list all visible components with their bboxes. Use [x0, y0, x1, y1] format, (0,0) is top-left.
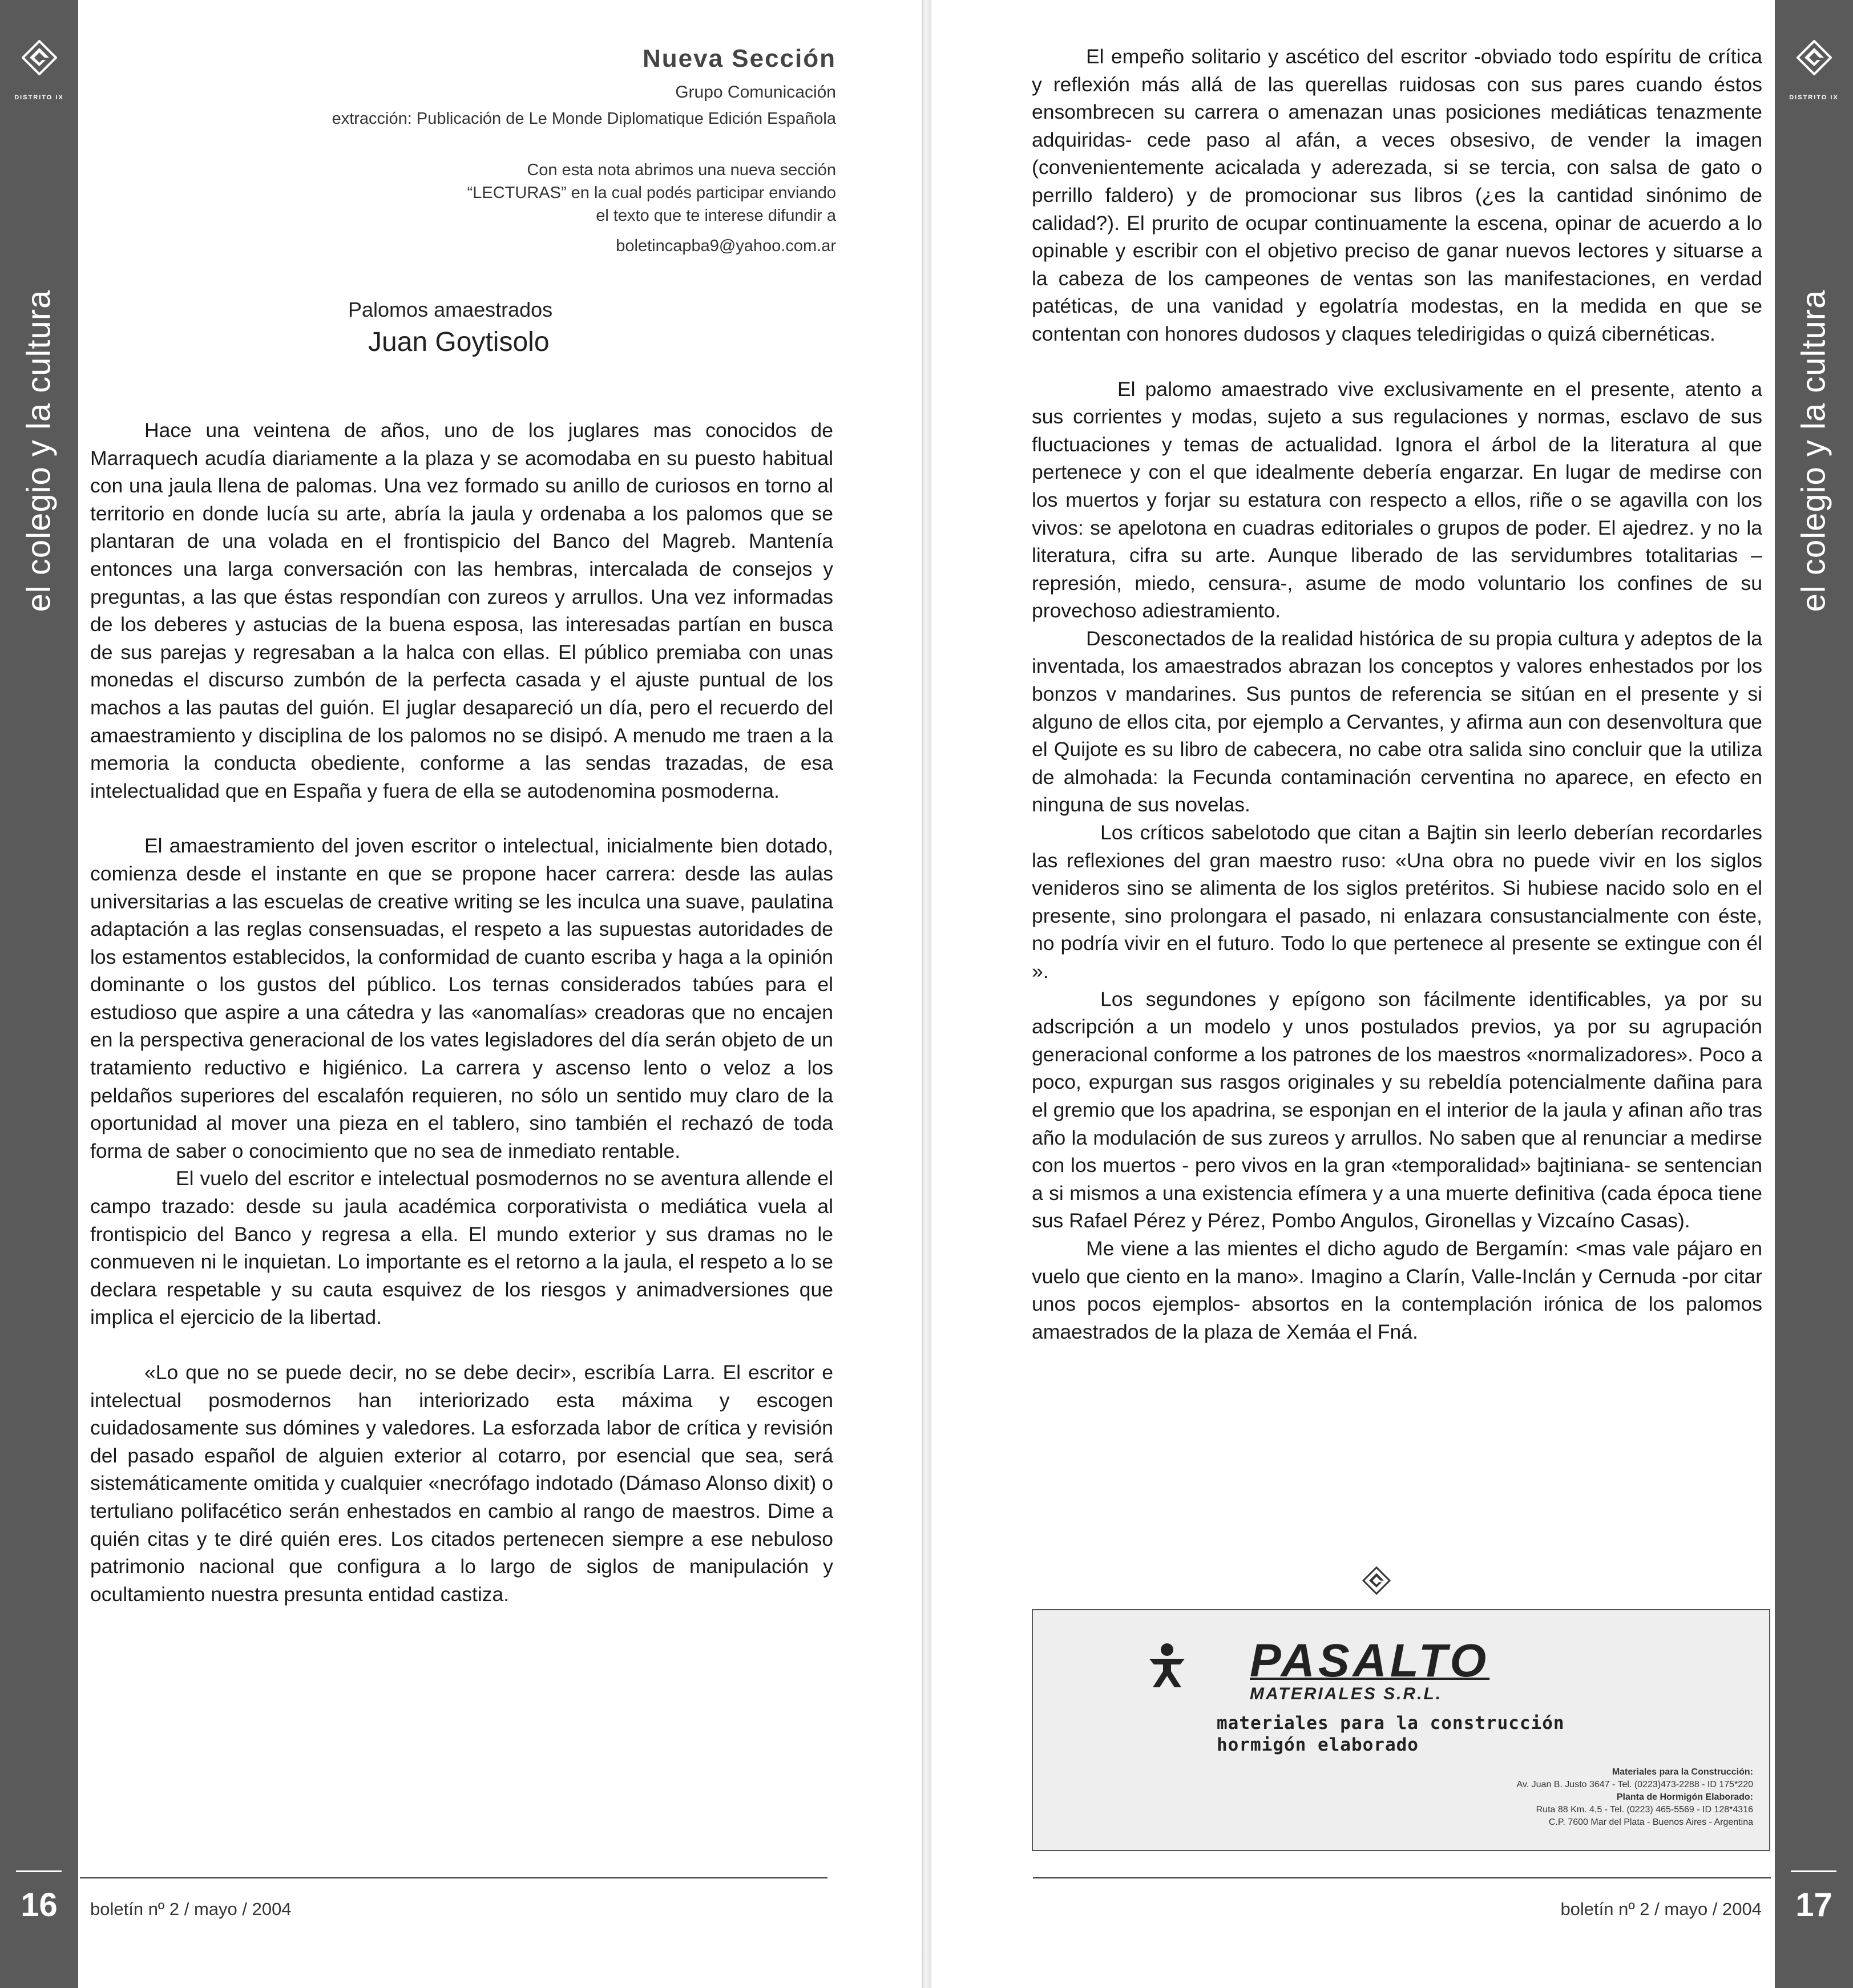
ad-detail: Materiales para la Construcción: — [1612, 1767, 1753, 1777]
distrito-logo-icon — [22, 40, 57, 75]
ad-detail: Planta de Hormigón Elaborado: — [1616, 1792, 1753, 1802]
distrito-logo-icon — [1797, 40, 1832, 75]
article-paragraph: El amaestramiento del joven escritor o intelectual, inicialmente bien dotado, comienza desde el instante en que se propone hacer carrera: desde las aulas universitarias a las escuelas de creative writing se les inculca una suave, paulatina adaptación a las reglas consensuadas, el respeto a las supuestas autoridades de los estamentos establecidos, la conformidad de cuanto escriba y haga a la opinión dominante o los gustos del público. Los ternas considerados tabúes para el estudioso que aspire a una cátedra y las «anomalías» creadoras que no encajen en la perspectiva generacional de los vates legisladores del día serán objeto de un tratamiento reductivo e higiénico. La carrera y ascenso lento o veloz a los peldaños superiores del escalafón requieren, no sólo un sentido muy claro de la oportunidad al mover una pieza en el tablero, sino también el rechazó de toda forma de saber o conocimiento que no sea de inmediato rentable. — [90, 834, 833, 1162]
article-paragraph: El vuelo del escritor e intelectual posmodernos no se aventura allende el campo trazado: desde su jaula académica corporativista o mediática vuela al frontispicio del Banco y regresa a ella. El mundo exterior y sus dramas no le conmueven ni le inquietan. Lo importante es el retorno a la jaula, el respeto a lo se declara respetable y su cauta esquivez de los riesgos y animadversiones que implica el ejercicio de la libertad. — [90, 1167, 833, 1329]
ad-tagline: materiales para la construcción — [1217, 1713, 1565, 1734]
section-title: Nueva Sección — [642, 45, 836, 72]
ad-detail: Av. Juan B. Justo 3647 - Tel. (0223)473-2288 - ID 175*220 — [1516, 1780, 1753, 1789]
ad-brand: PASALTO — [1250, 1635, 1490, 1687]
footer-issue: boletín nº 2 / mayo / 2004 — [90, 1899, 292, 1919]
article-paragraph: Hace una veintena de años, uno de los juglares mas conocidos de Marraquech acudía diariamente a la plaza y se acomodaba en su puesto habitual con una jaula llena de palomas. Una vez formado su anillo de curiosos en torno al territorio en donde lucía su arte, abría la jaula y ordenaba a los palomos que se plantaran de una volada en el frontispicio del Banco del Magreb. Mantenía entonces una larga conversación con las hembras, intercalada de consejos y preguntas, a las que éstas respondían con zureos y arrullos. Una vez informadas de los deberes y astucias de la buena esposa, las interesadas partían en busca de sus parejas y regresaban a la halca con ellas. El público premiaba con unas monedas el discurso zumbón de la perfecta casada y el ajuste puntual de los machos a las pautas del guión. El juglar desapareció un día, pero el recuerdo del amaestramiento y disciplina de los palomos no se disipó. A menudo me traen a la memoria la conducta obediente, conforme a las sendas trazadas, de esa intelectualidad que en España y fuera de ella se autodenomina posmoderna. — [90, 419, 833, 802]
logo-caption: DISTRITO IX — [14, 94, 64, 101]
band-divider — [1791, 1870, 1836, 1872]
footer-issue: boletín nº 2 / mayo / 2004 — [1560, 1899, 1762, 1919]
article-column-left — [90, 417, 833, 1608]
advertisement — [1032, 1609, 1770, 1851]
footer-rule — [80, 1877, 827, 1878]
article-paragraph: El empeño solitario y ascético del escritor -obviado todo espíritu de crítica y reflexión más allá de las querellas ruidosas con sus pares cuando éstos ensombrecen su carrera o amenazan unas posiciones mediáticas tenazmente adquiridas- cede paso al afán, a veces obsesivo, de vender la imagen (convenientemente acicalada y aderezada, si se tercia, con salsa de gato o perrillo faldero) y de promocionar sus libros (¿es la cantidad sinónimo de calidad?). El prurito de ocupar continuamente la escena, opinar de acuerdo a lo opinable y escribir con el objetivo preciso de ganar nuevos lectores y situarse a la cabeza de los campeones de ventas son las manifestaciones, en verdad patéticas, de una vanidad y egolatría modestas, en la medida en que se contentan con honores dudosos y claques teledirigidas o quizá cibernéticas. — [1032, 45, 1762, 345]
footer-rule — [1033, 1877, 1771, 1878]
side-band-left — [0, 0, 78, 1988]
contact-email: boletincapba9@yahoo.com.ar — [616, 237, 836, 255]
section-note-line: Con esta nota abrimos una nueva sección — [527, 161, 836, 179]
article-paragraph: Los críticos sabelotodo que citan a Bajtin sin leerlo deberían recordarles las reflexiones del gran maestro ruso: «Una obra no puede vivir en los siglos venideros sino se alimenta de los siglos pretéritos. Si hubiese nacido solo en el presente, sino prolongara el pasado, ni enlazara consustancialmente con éste, no podría vivir en el futuro. Todo lo que pertenece al presente se extingue con él ». — [1032, 821, 1762, 983]
logo-caption: DISTRITO IX — [1789, 94, 1839, 101]
article-paragraph: Los segundones y epígono son fácilmente identificables, ya por su adscripción a un modelo y unos postulados previos, ya por su agrupación generacional conforme a los patrones de los maestros «normalizadores». Poco a poco, expurgan sus rasgos originales y su rebeldía potencialmente dañina para el gremio que los apadrina, se esponjan en el interior de la jaula y afinan año tras año la modulación de sus zureos y arrullos. No saben que al renunciar a medirse con los muertos - pero vivos en la gran «temporalidad» bajtiniana- se sentencian a si mismos a una existencia efímera y a una muerte definitiva (cada época tiene sus Rafael Pérez y Pérez, Pombo Angulos, Gironellas y Vizcaíno Casas). — [1032, 987, 1762, 1233]
ad-detail: C.P. 7600 Mar del Plata - Buenos Aires - Argentina — [1548, 1817, 1753, 1827]
pasalto-logo-icon — [1147, 1642, 1187, 1690]
page-left — [0, 0, 922, 1988]
side-band-right — [1775, 0, 1853, 1988]
section-note-line: el texto que te interese difundir a — [596, 207, 836, 225]
article-column-right — [1032, 43, 1762, 1345]
article-title: Palomos amaestrados — [348, 298, 553, 321]
section-source: extracción: Publicación de Le Monde Diplomatique Edición Española — [332, 110, 836, 128]
page-number: 16 — [21, 1886, 58, 1924]
end-mark-icon — [1362, 1566, 1391, 1595]
page-number: 17 — [1795, 1886, 1832, 1924]
ad-company: MATERIALES S.R.L. — [1250, 1684, 1443, 1703]
article-paragraph: Me viene a las mientes el dicho agudo de Bergamín: <mas vale pájaro en vuelo que ciento en la mano». Imagino a Clarín, Valle-Inclán y Cernuda -por citar unos pocos ejemplos- absortos en la contemplación irónica de los palomos amaestrados de la plaza de Xemáa el Fná. — [1032, 1237, 1762, 1343]
article-paragraph: Desconectados de la realidad histórica de su propia cultura y adeptos de la inventada, los amaestrados abrazan los conceptos y valores enhestados por los bonzos v mandarines. Sus puntos de referencia se sitúan en el presente y si alguno de ellos cita, por ejemplo a Cervantes, y afirma aun con desenvoltura que el Quijote es su libro de cabecera, no cabe otra salida sino concluir que la utiliza de almohada: la Fecunda contaminación cerventina no aparece, en efecto en ninguna de sus novelas. — [1032, 627, 1762, 817]
section-group: Grupo Comunicación — [675, 83, 836, 102]
article-paragraph: El palomo amaestrado vive exclusivamente en el presente, atento a sus corrientes y modas, sujeto a sus regulaciones y normas, esclavo de sus fluctuaciones y temas de actualidad. Ignora el árbol de la literatura al que pertenece y con el que idealmente debería engarzar. En lugar de medirse con los muertos y forjar su estatura con respecto a ellos, riñe o se agavilla con los vivos: se apelotona en cuadras editoriales o grupos de poder. El ajedrez. y no la literatura, cifra su arte. Aunque liberado de las servidumbres totalitarias –represión, miedo, censura-, asume de modo voluntario los confines de su provechoso adiestramiento. — [1032, 377, 1762, 623]
band-divider — [16, 1870, 62, 1872]
article-author: Juan Goytisolo — [368, 327, 550, 357]
band-title: el colegio y la cultura — [20, 289, 58, 612]
ad-tagline: hormigón elaborado — [1217, 1735, 1419, 1755]
book-gutter — [922, 0, 931, 1988]
section-note-line: “LECTURAS” en la cual podés participar enviando — [467, 184, 836, 202]
article-paragraph: «Lo que no se puede decir, no se debe decir», escribía Larra. El escritor e intelectual posmodernos han interiorizado esta máxima y escogen cuidadosamente sus dómines y valedores. La esforzada labor de crítica y revisión del pasado español de alguien exterior al cotarro, por esencial que sea, será sistemáticamente omitida y cualquier «necrófago indotado (Dámaso Alonso dixit) o tertuliano polifacético serán enhestados en cambio al rango de maestros. Dime a quién citas y te diré quién eres. Los citados pertenecen siempre a ese nebuloso patrimonio nacional que configura a lo largo de siglos de manipulación y ocultamiento nuestra presunta entidad castiza. — [90, 1361, 833, 1606]
page-right — [931, 0, 1853, 1988]
band-title: el colegio y la cultura — [1795, 289, 1832, 612]
ad-detail: Ruta 88 Km. 4,5 - Tel. (0223) 465-5569 - ID 128*4316 — [1536, 1805, 1753, 1815]
section-note — [437, 159, 836, 227]
